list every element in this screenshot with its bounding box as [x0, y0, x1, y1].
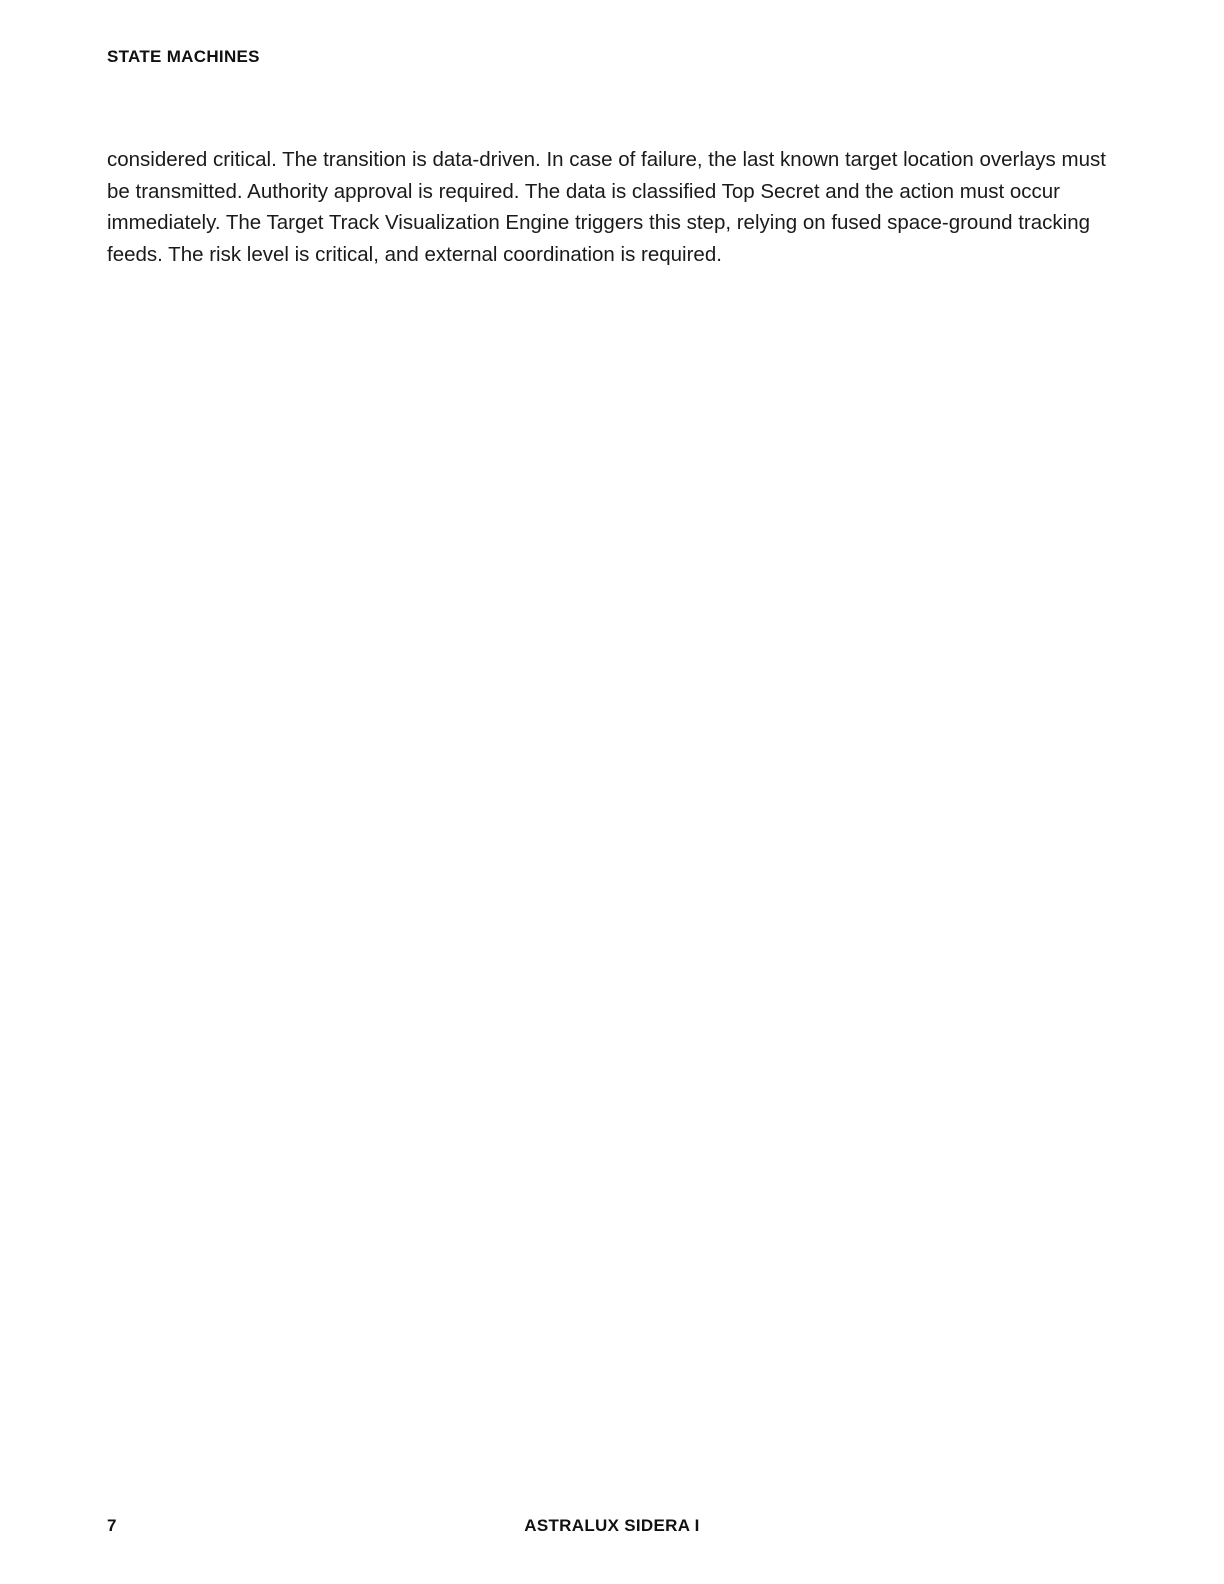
- running-header: STATE MACHINES: [107, 47, 260, 66]
- body-paragraph: considered critical. The transition is data-driven. In case of failure, the last known target location overlays must be transmitted. Authority approval is required. The data is classified Top Secret and the action must occur immediately. The Target Track Visualization Engine triggers this step, relying on fused space-ground tracking feeds. The risk level is critical, and external coordination is required.: [107, 148, 1106, 267]
- footer-page-number: 7: [107, 1516, 117, 1535]
- footer-doc-title: ASTRALUX SIDERA I: [524, 1516, 700, 1535]
